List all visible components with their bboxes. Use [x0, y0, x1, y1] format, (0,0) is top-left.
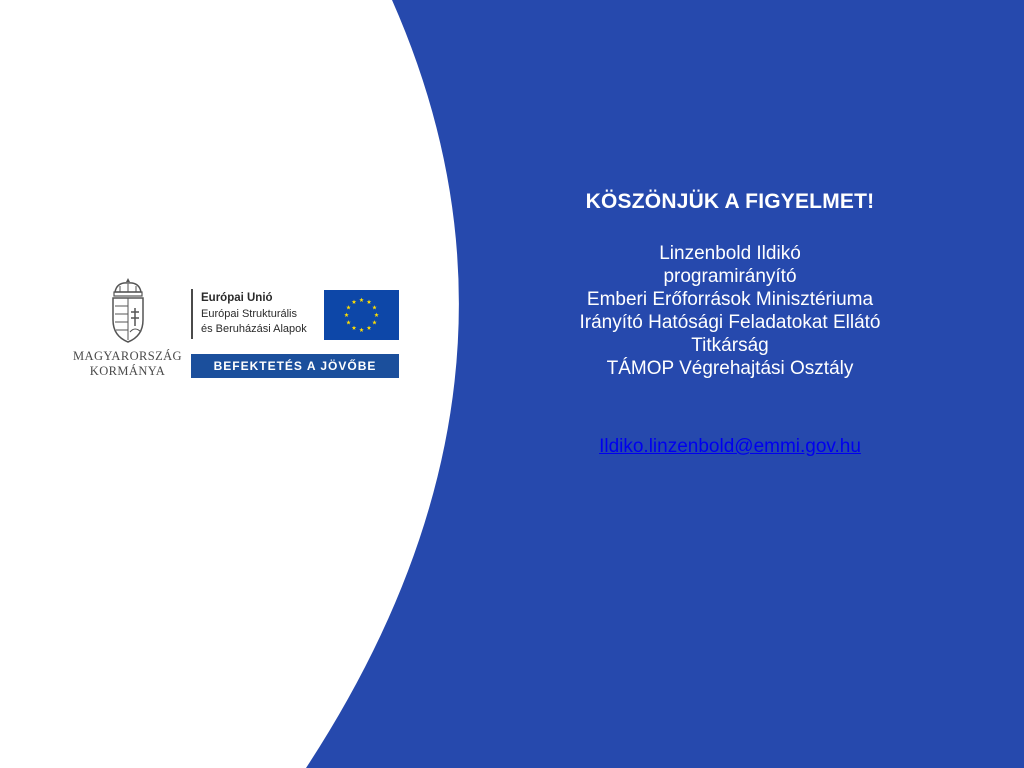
contact-department-line-1: Irányító Hatósági Feladatokat Ellátó	[579, 312, 881, 333]
eu-line-3: és Beruházási Alapok	[201, 323, 307, 335]
logo-divider	[191, 289, 193, 339]
thank-you-heading: KÖSZÖNJÜK A FIGYELMET!	[585, 190, 875, 213]
government-logo	[70, 276, 185, 386]
contact-ministry: Emberi Erőforrások Minisztériuma	[586, 289, 874, 310]
contact-details	[500, 242, 960, 380]
investment-banner: BEFEKTETÉS A JÖVŐBE	[191, 354, 399, 378]
closing-content	[500, 180, 960, 458]
contact-role: programirányító	[663, 266, 797, 287]
contact-email-link[interactable]: Ildiko.linzenbold@emmi.gov.hu	[599, 436, 861, 457]
eu-title: Európai Unió	[201, 292, 273, 304]
hungarian-coat-of-arms-icon	[105, 276, 151, 346]
logo-block	[70, 276, 405, 386]
contact-department-line-2: Titkárság	[691, 335, 769, 356]
government-name	[70, 349, 185, 379]
eu-text-block	[201, 291, 326, 338]
eu-flag-icon	[324, 290, 399, 340]
contact-name: Linzenbold Ildikó	[659, 243, 801, 264]
contact-division: TÁMOP Végrehajtási Osztály	[606, 358, 854, 379]
eu-line-2: Európai Strukturális	[201, 307, 297, 320]
gov-line-2: KORMÁNYA	[89, 364, 166, 378]
gov-line-1: MAGYARORSZÁG	[73, 349, 182, 363]
